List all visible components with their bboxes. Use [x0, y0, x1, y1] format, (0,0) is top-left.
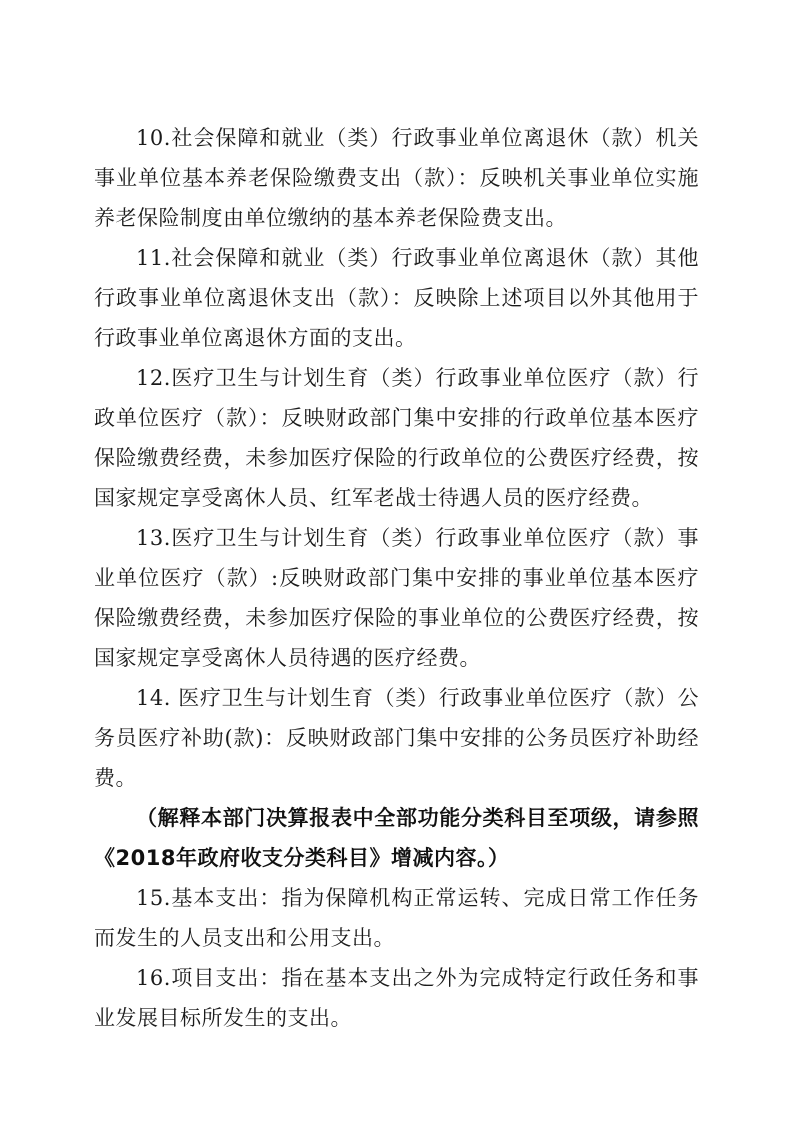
explanatory-note: （解释本部门决算报表中全部功能分类科目至项级，请参照《2018年政府收支分类科目》增减内容。）	[94, 806, 699, 870]
paragraph-item-14: 14. 医疗卫生与计划生育（类）行政事业单位医疗（款）公务员医疗补助(款)：反映财政部门集中安排的公务员医疗补助经费。	[94, 686, 699, 790]
paragraph-item-10: 10.社会保障和就业（类）行政事业单位离退休（款）机关事业单位基本养老保险缴费支出（款）：反映机关事业单位实施养老保险制度由单位缴纳的基本养老保险费支出。	[94, 126, 699, 230]
document-body	[94, 118, 699, 1038]
paragraph-item-13: 13.医疗卫生与计划生育（类）行政事业单位医疗（款）事业单位医疗（款）:反映财政部门集中安排的事业单位基本医疗保险缴费经费，未参加医疗保险的事业单位的公费医疗经费，按国家规定享受离休人员待遇的医疗经费。	[94, 526, 699, 670]
paragraph-item-12: 12.医疗卫生与计划生育（类）行政事业单位医疗（款）行政单位医疗（款）：反映财政部门集中安排的行政单位基本医疗保险缴费经费，未参加医疗保险的行政单位的公费医疗经费，按国家规定享受离休人员、红军老战士待遇人员的医疗经费。	[94, 366, 699, 510]
paragraph-item-16: 16.项目支出：指在基本支出之外为完成特定行政任务和事业发展目标所发生的支出。	[94, 966, 699, 1030]
paragraph-item-15: 15.基本支出：指为保障机构正常运转、完成日常工作任务而发生的人员支出和公用支出。	[94, 886, 699, 950]
paragraph-item-11: 11.社会保障和就业（类）行政事业单位离退休（款）其他行政事业单位离退休支出（款）：反映除上述项目以外其他用于行政事业单位离退休方面的支出。	[94, 246, 699, 350]
